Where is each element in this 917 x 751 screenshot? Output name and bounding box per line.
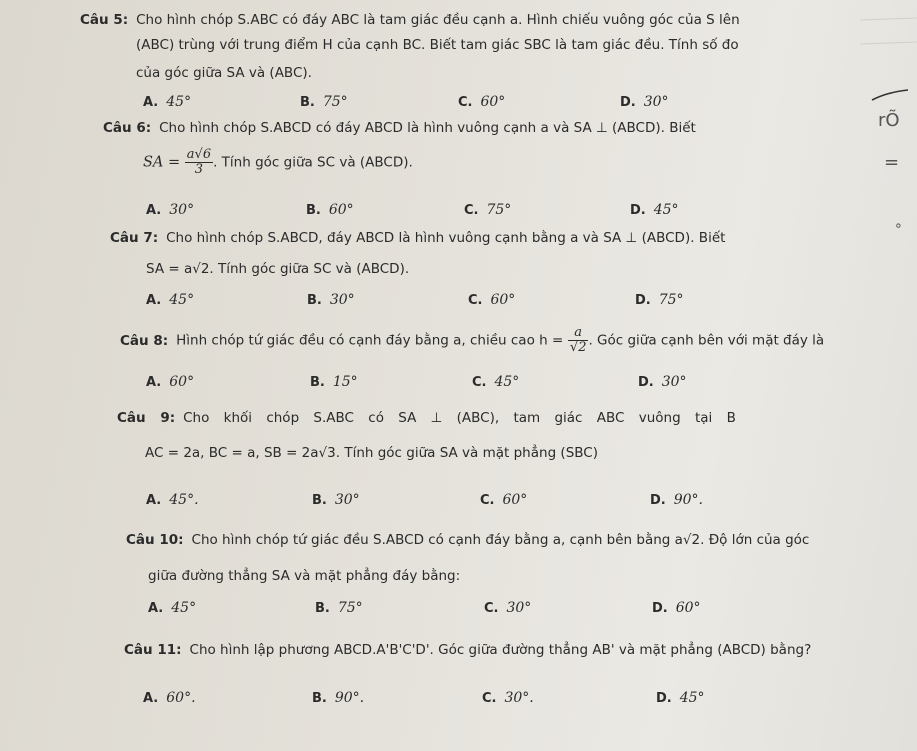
option-d: D. 60° [652,600,701,616]
option-b: B. 75° [315,600,363,616]
question-label: Câu 6: [103,120,152,136]
option-d: D. 45° [656,690,705,706]
option-a: A. 45° [148,600,197,616]
option-d: D. 45° [630,202,679,218]
option-a: A. 45°. [146,492,199,508]
question-label: Câu 9: [117,410,176,426]
fraction: $\frac{a}{√2}$ [569,325,587,355]
question-label: Câu 7: [110,230,159,246]
question-label: Câu 5: [80,12,129,28]
option-b: B. 75° [300,94,348,110]
question-5-line-1: Câu 5: Cho hình chóp S.ABC có đáy ABC là tam giác đều cạnh a. Hình chiếu vuông góc của S lên [80,12,740,28]
question-11-line-1: Câu 11: Cho hình lập phương ABCD.A'B'C'D'. Góc giữa đường thẳng AB' và mặt phẳng (ABCD) bằng? [124,642,812,658]
option-a: A. 60°. [143,690,196,706]
option-c: C. 30° [484,600,532,616]
option-a: A. 45° [146,292,195,308]
question-7-line-1: Câu 7: Cho hình chóp S.ABCD, đáy ABCD là hình vuông cạnh bằng a và SA ⊥ (ABCD). Biết [110,230,726,246]
question-6-line-1: Câu 6: Cho hình chóp S.ABCD có đáy ABCD là hình vuông cạnh a và SA ⊥ (ABCD). Biết [103,120,696,136]
question-label: Câu 11: [124,642,182,658]
option-c: C. 30°. [482,690,534,706]
option-d: D. 90°. [650,492,703,508]
option-b: B. 90°. [312,690,365,706]
question-6-line-2: SA = $\frac{a√6}{3}$ . Tính góc giữa SC và (ABCD). [143,147,413,177]
option-a: A. 60° [146,374,195,390]
question-label: Câu 8: [120,332,169,349]
option-b: B. 30° [307,292,355,308]
question-8-line-1: Câu 8: Hình chóp tứ giác đều có cạnh đáy bằng a, chiều cao h = $\frac{a}{√2}$ . Góc giữa cạnh bên với mặt đáy là [120,325,825,355]
option-d: D. 30° [620,94,669,110]
option-c: C. 75° [464,202,512,218]
margin-mark: ∘ [894,218,903,234]
question-10-line-1: Câu 10: Cho hình chóp tứ giác đều S.ABCD có cạnh đáy bằng a, cạnh bên bằng a√2. Độ lớn của góc [126,532,810,548]
option-b: B. 15° [310,374,358,390]
question-5-line-2: (ABC) trùng với trung điểm H của cạnh BC. Biết tam giác SBC là tam giác đều. Tính số đo [136,37,739,53]
question-10-line-2: giữa đường thẳng SA và mặt phẳng đáy bằng: [148,568,461,584]
question-9-line-1: Câu 9: Cho khối chóp S.ABC có SA ⊥ (ABC), tam giác ABC vuông tại B [117,410,736,426]
option-c: C. 60° [468,292,516,308]
option-a: A. 30° [146,202,195,218]
question-7-line-2: SA = a√2. Tính góc giữa SC và (ABCD). [146,261,410,277]
fraction: $\frac{a√6}{3}$ [186,147,212,177]
question-9-line-2: AC = 2a, BC = a, SB = 2a√3. Tính góc giữa SA và mặt phẳng (SBC) [145,445,598,461]
option-a: A. 45° [143,94,192,110]
option-c: C. 60° [480,492,528,508]
option-d: D. 30° [638,374,687,390]
question-label: Câu 10: [126,532,184,548]
option-b: B. 30° [312,492,360,508]
option-c: C. 45° [472,374,520,390]
margin-mark: rÕ [878,110,900,131]
question-5-line-3: của góc giữa SA và (ABC). [136,65,312,81]
option-c: C. 60° [458,94,506,110]
margin-mark: = [884,152,900,173]
margin-notebook-lines [860,0,917,751]
option-b: B. 60° [306,202,354,218]
option-d: D. 75° [635,292,684,308]
